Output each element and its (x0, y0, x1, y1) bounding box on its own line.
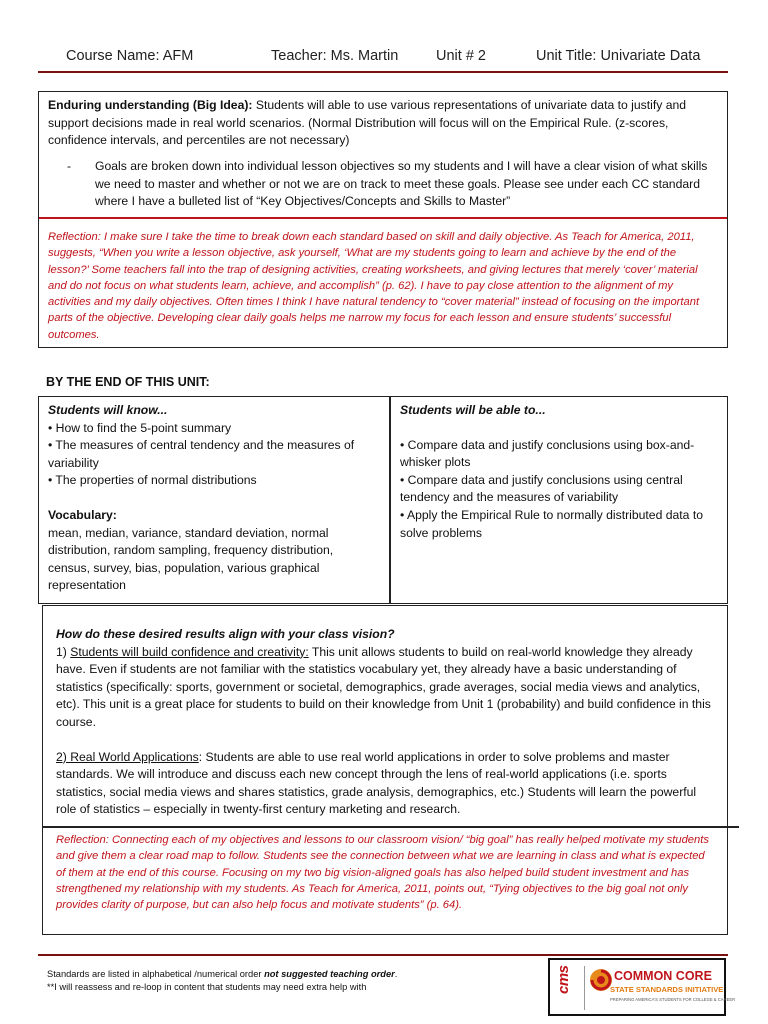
logo-divider (584, 966, 585, 1010)
know-item: • The properties of normal distributions (48, 473, 257, 488)
vision-divider (43, 826, 739, 828)
real-world-heading: 2) Real World Applications (56, 749, 199, 764)
reflection-text-2: Reflection: Connecting each of my objectives and lessons to our classroom vision/ “big goal” has really helped motivate my students and give them a clear road map to follow. Students see the connection between what we are learning in class and what is expected of them at the end of this course. Focusing on my two big vision-aligned goals has also helped build student investment and has strengthened my relationship with my students. As Teach for America, 2011, points out, “Tying objectives to the big goal not only provides clarity of purpose, but can also help focus and motivate students” (p. 64). (56, 834, 709, 912)
teacher-name: Teacher: Ms. Martin (271, 48, 399, 64)
able-column (400, 402, 718, 542)
footer-note-2: **I will reassess and re-loop in content that students may need extra help with (47, 982, 367, 992)
know-item: • How to find the 5-point summary (48, 420, 232, 435)
common-core-logo (548, 958, 736, 1016)
enduring-understanding-box (38, 91, 728, 348)
unit-number: Unit # 2 (436, 48, 486, 64)
vision-paragraph-1: 1) Students will build confidence and creativity: This unit allows students to build on real-world knowledge they already have. Even if students are not familiar with the statistics vocabulary yet, they already have a basic understanding of statistics (specifically: sports, government or societal, demographics, grade averages, social media views and analytics, etc). This unit is a great place for students to build on their knowledge from Unit 1 (probability) and build confidence in this course. (56, 644, 711, 729)
able-item: • Apply the Empirical Rule to normally distributed data to solve problems (400, 507, 704, 540)
logo-tagline: PREPARING AMERICA'S STUDENTS FOR COLLEGE & CAREER (610, 997, 736, 1002)
course-name: Course Name: AFM (66, 48, 194, 64)
logo-subtitle: STATE STANDARDS INITIATIVE (610, 985, 724, 994)
footer-note-1: Standards are listed in alphabetical /numerical order not suggested teaching order. (47, 969, 398, 979)
big-idea-text: Students will able to use various representations of univariate data to justify and support decisions made in real world scenarios. (Normal Distribution will focus will on the Empirical Rule. (z-scores, confidence intervals, and percentiles are not necessary) (48, 98, 687, 148)
able-heading: Students will be able to... (400, 403, 546, 417)
know-heading: Students will know... (48, 403, 168, 417)
reflection-text-1: Reflection: I make sure I take the time to break down each standard based on skill and daily objective. As Teach for America, 2011, suggests, “When you write a lesson objective, ask yourself, ‘What are my students going to learn and achieve by the end of the lesson?’ Some teachers fall into the trap of designing activities, creating worksheets, and giving lectures that merely ‘cover’ material and do not focus on what students learn, achieve, and accomplish” (p. 62). I have to pay close attention to the alignment of my activities and my daily objectives. Often times I think I have natural tendency to “cover material” instead of focusing on the important parts of the objective. Developing clear daily goals helps me narrow my focus for each lesson and ensure students’ successful outcomes. (48, 231, 700, 341)
bullet-dash: - (67, 159, 72, 173)
big-idea-paragraph (48, 97, 716, 150)
big-idea-label: Enduring understanding (Big Idea): (48, 98, 253, 112)
reflection-divider (39, 217, 727, 219)
header-rule (38, 71, 728, 73)
able-item: • Compare data and justify conclusions using box-and-whisker plots (400, 437, 695, 470)
vision-content (56, 626, 716, 819)
confidence-heading: Students will build confidence and creativity: (70, 644, 309, 659)
vision-question: How do these desired results align with your class vision? (56, 627, 395, 641)
column-divider (389, 397, 391, 603)
know-column (48, 402, 378, 595)
vocab-list: mean, median, variance, standard deviation, normal distribution, random sampling, frequency distribution, census, survey, bias, population, various graphical representation (48, 525, 334, 593)
vocab-heading: Vocabulary: (48, 507, 117, 522)
class-vision-box (42, 605, 728, 935)
footer-rule (38, 954, 728, 956)
footer-emphasis: not suggested teaching order (264, 969, 395, 979)
cms-logo: cms (553, 964, 583, 1012)
goals-bullet: Goals are broken down into individual lesson objectives so my students and I will have a clear vision of what skills we need to master and whether or not we are on track to meet these goals. Please see under each CC standard where I have a bulleted list of “Key Objectives/Concepts and Skills to Master” (95, 159, 708, 209)
logo-title: COMMON CORE (614, 969, 712, 983)
outcomes-table (38, 396, 728, 604)
able-item: • Compare data and justify conclusions using central tendency and the measures of variability (400, 472, 683, 505)
unit-end-heading: BY THE END OF THIS UNIT: (46, 375, 210, 389)
unit-title: Unit Title: Univariate Data (536, 48, 701, 64)
vision-paragraph-2: 2) Real World Applications: Students are able to use real world applications in order to solve problems and master standards. We will introduce and discuss each new concept through the lens of real-world applications (i.e. sports statistics, social media views and shares statistics, grade analysis, demographics, etc.) Students will learn the powerful role of statistics – especially in twenty-first century marketing and research. (56, 749, 697, 817)
know-item: • The measures of central tendency and the measures of variability (48, 438, 355, 470)
